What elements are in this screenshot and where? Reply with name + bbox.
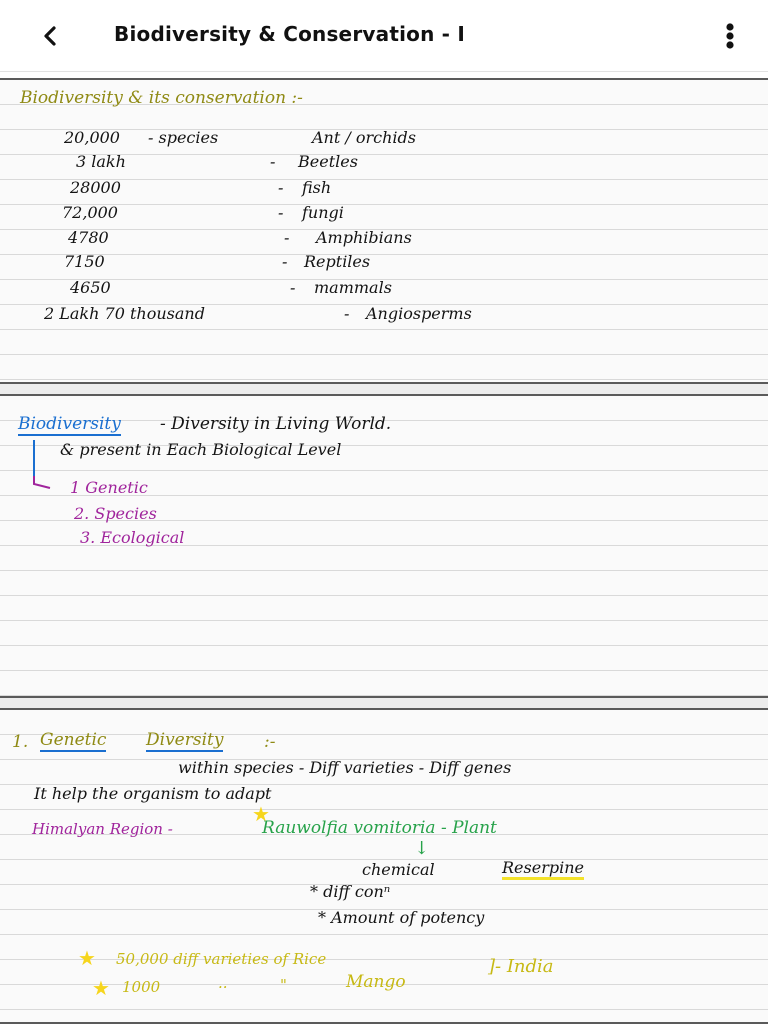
row-8-dash: - bbox=[344, 304, 350, 323]
page-title: Biodiversity & Conservation - I bbox=[114, 22, 465, 46]
genetic-line-1: within species - Diff varieties - Diff genes bbox=[178, 758, 512, 777]
page1-heading: Biodiversity & its conservation :- bbox=[20, 88, 303, 108]
row-2-num: 3 lakh bbox=[76, 152, 126, 171]
row-1-num: 20,000 bbox=[64, 128, 120, 147]
row-8-num: 2 Lakh 70 thousand bbox=[44, 304, 205, 323]
india-label: ]- India bbox=[488, 956, 554, 977]
row-5-num: 4780 bbox=[68, 228, 109, 247]
row-1-dash: - species bbox=[148, 128, 219, 147]
biodiversity-definition: - Diversity in Living World. bbox=[160, 414, 392, 434]
row-7-num: 4650 bbox=[70, 278, 111, 297]
level-ecological: 3. Ecological bbox=[80, 528, 185, 547]
himalayan-region: Himalyan Region - bbox=[32, 820, 173, 838]
row-3-dash: - bbox=[278, 178, 284, 197]
bullet-amount-potency: * Amount of potency bbox=[318, 908, 485, 927]
row-5-name: Amphibians bbox=[316, 228, 412, 247]
row-6-num: 7150 bbox=[64, 252, 105, 271]
genetic-line-2: It help the organism to adapt bbox=[34, 784, 272, 803]
row-4-dash: - bbox=[278, 203, 284, 222]
star-icon: ★ bbox=[78, 946, 96, 970]
row-6-name: Reptiles bbox=[304, 252, 371, 271]
mango-label: Mango bbox=[346, 972, 406, 992]
row-2-dash: - bbox=[270, 152, 276, 171]
note-page-2 bbox=[0, 394, 768, 698]
row-4-num: 72,000 bbox=[62, 203, 118, 222]
star-icon: ★ bbox=[92, 976, 110, 1000]
row-2-name: Beetles bbox=[298, 152, 358, 171]
genetic-heading: Genetic bbox=[40, 730, 107, 750]
app-bar bbox=[0, 0, 768, 72]
page-gap-1 bbox=[0, 384, 768, 394]
bracket-lines bbox=[24, 436, 64, 536]
row-3-num: 28000 bbox=[70, 178, 121, 197]
note-page-3 bbox=[0, 708, 768, 1024]
row-5-dash: - bbox=[284, 228, 290, 247]
bullet-diff-conc: * diff conⁿ bbox=[310, 882, 391, 901]
diversity-heading: Diversity bbox=[146, 730, 224, 750]
row-7-name: mammals bbox=[314, 278, 392, 297]
level-genetic: 1 Genetic bbox=[70, 478, 148, 497]
row-4-name: fungi bbox=[302, 203, 344, 222]
row-3-name: fish bbox=[302, 178, 332, 197]
row-8-name: Angiosperms bbox=[366, 304, 472, 323]
ditto-mark-1: .. bbox=[218, 974, 228, 992]
row-7-dash: - bbox=[290, 278, 296, 297]
more-vert-icon bbox=[725, 22, 735, 50]
row-1-name: Ant / orchids bbox=[312, 128, 416, 147]
section-number: 1. bbox=[12, 732, 29, 752]
more-options-button[interactable] bbox=[720, 20, 740, 52]
star-icon: ★ bbox=[252, 802, 270, 826]
biodiversity-word: Biodiversity bbox=[18, 414, 121, 434]
reserpine-label: Reserpine bbox=[502, 858, 584, 880]
note-page-1 bbox=[0, 78, 768, 384]
ditto-mark-2: " bbox=[280, 976, 287, 994]
rice-varieties: 50,000 diff varieties of Rice bbox=[116, 950, 327, 968]
down-arrow: ↓ bbox=[414, 838, 430, 859]
page-gap-2 bbox=[0, 698, 768, 708]
back-button[interactable] bbox=[34, 20, 66, 52]
chevron-left-icon bbox=[41, 25, 59, 47]
row-6-dash: - bbox=[282, 252, 288, 271]
biodiversity-line-2: & present in Each Biological Level bbox=[60, 440, 342, 459]
chemical-label: chemical bbox=[362, 860, 435, 879]
mango-number: 1000 bbox=[122, 978, 161, 996]
level-species: 2. Species bbox=[74, 504, 157, 523]
rauwolfia-plant: Rauwolfia vomitoria - Plant bbox=[262, 818, 497, 838]
heading-suffix: :- bbox=[264, 732, 276, 752]
